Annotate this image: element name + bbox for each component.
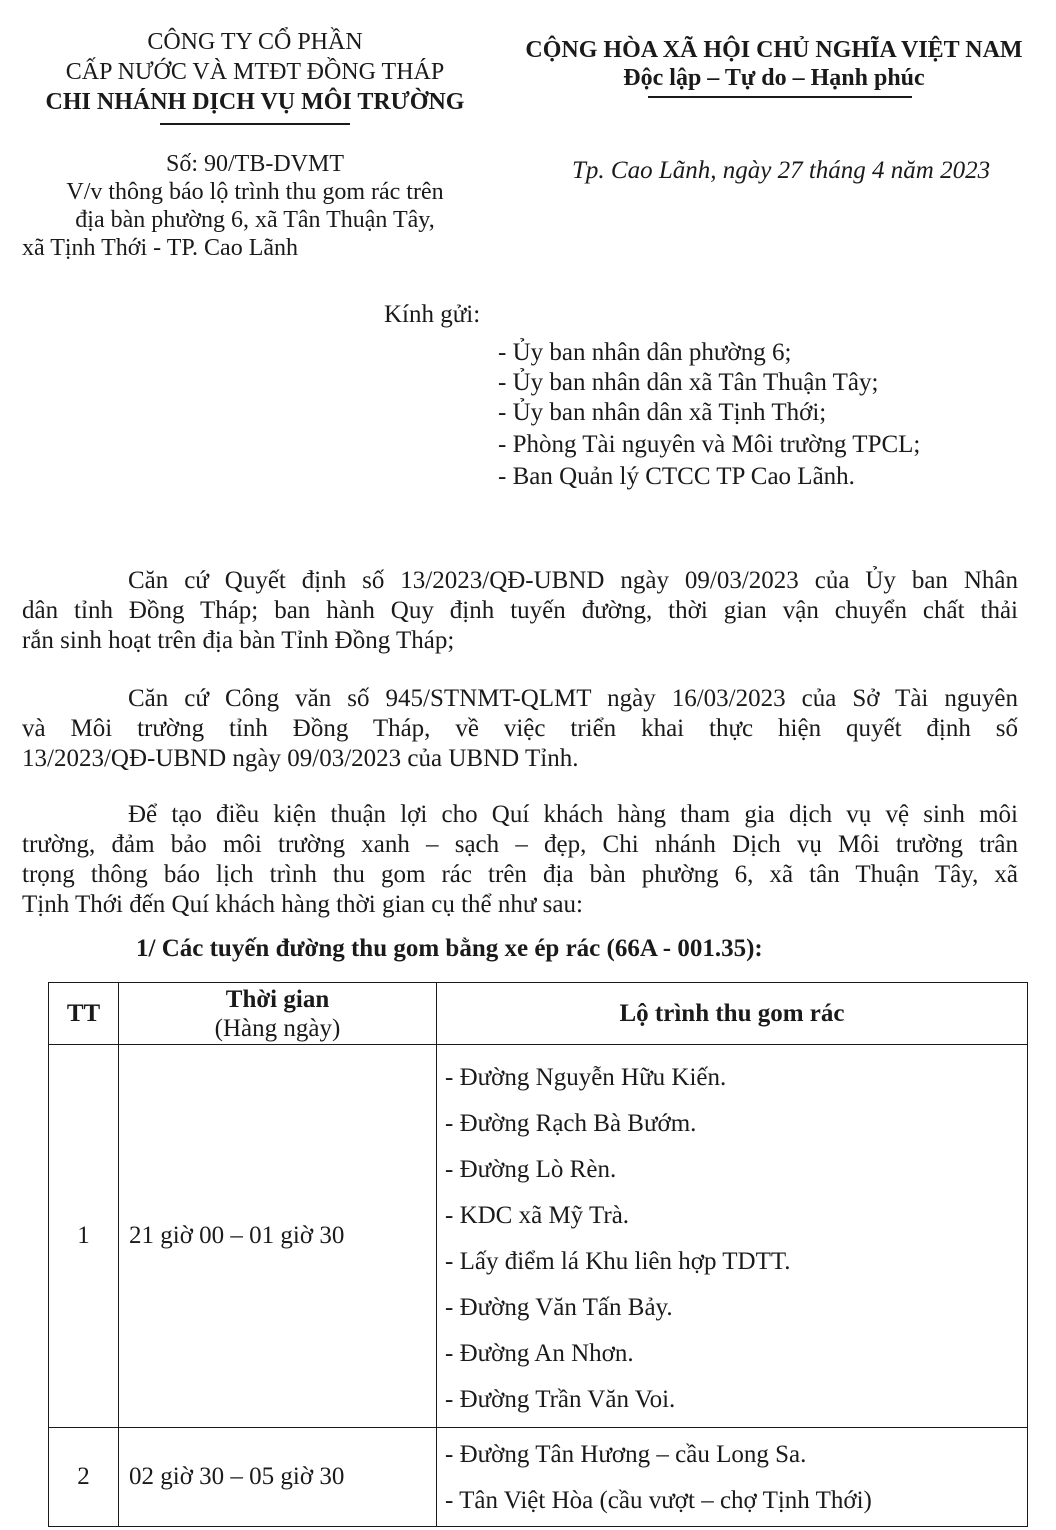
- paragraph-2-line: Căn cứ Công văn số 945/STNMT-QLMT ngày 16/03/2023 của Sở Tài nguyên: [128, 685, 1018, 712]
- header-time-line-1: Thời gian: [225, 985, 330, 1013]
- section-1-heading: 1/ Các tuyến đường thu gom bằng xe ép rác (66A - 001.35):: [136, 935, 763, 962]
- table-row: [49, 1045, 1028, 1428]
- route-item: - Đường Trần Văn Voi.: [445, 1386, 676, 1413]
- header-time: [119, 983, 437, 1045]
- paragraph-2-line: 13/2023/QĐ-UBND ngày 09/03/2023 của UBND Tỉnh.: [22, 745, 579, 772]
- table-row: [49, 1428, 1028, 1527]
- paragraph-1-line: Căn cứ Quyết định số 13/2023/QĐ-UBND ngày 09/03/2023 của Ủy ban Nhân: [128, 567, 1018, 594]
- route-item: - Lấy điểm lá Khu liên hợp TDTT.: [445, 1248, 791, 1275]
- recipient-item: - Phòng Tài nguyên và Môi trường TPCL;: [498, 431, 921, 458]
- row-routes: [437, 1045, 1028, 1428]
- paragraph-3-line: trường, đảm bảo môi trường xanh – sạch – đẹp, Chi nhánh Dịch vụ Môi trường trân: [22, 831, 1018, 858]
- header-tt: TT: [49, 983, 119, 1045]
- route-item: - Đường Rạch Bà Bướm.: [445, 1110, 697, 1137]
- motto-underline: [648, 96, 912, 98]
- paragraph-1-line: rắn sinh hoạt trên địa bàn Tỉnh Đồng Tháp;: [22, 627, 455, 654]
- route-item: - Đường Văn Tấn Bảy.: [445, 1294, 673, 1321]
- recipient-item: - Ủy ban nhân dân xã Tịnh Thới;: [498, 399, 827, 426]
- route-item: - Đường Lò Rèn.: [445, 1156, 617, 1183]
- document-number: Số: 90/TB-DVMT: [165, 151, 344, 177]
- branch-name: CHI NHÁNH DỊCH VỤ MÔI TRƯỜNG: [45, 89, 465, 115]
- recipient-item: - Ủy ban nhân dân phường 6;: [498, 339, 792, 366]
- recipients-label: Kính gửi:: [384, 301, 481, 328]
- row-time: 02 giờ 30 – 05 giờ 30: [119, 1428, 437, 1527]
- row-time: 21 giờ 00 – 01 giờ 30: [119, 1045, 437, 1428]
- subject-line-3: xã Tịnh Thới - TP. Cao Lãnh: [22, 235, 299, 261]
- row-tt: 2: [49, 1428, 119, 1527]
- paragraph-3-line: Để tạo điều kiện thuận lợi cho Quí khách hàng tham gia dịch vụ vệ sinh môi: [128, 801, 1018, 828]
- company-line-2: CẤP NƯỚC VÀ MTĐT ĐỒNG THÁP: [65, 59, 445, 85]
- row-routes: [437, 1428, 1028, 1527]
- motto: Độc lập – Tự do – Hạnh phúc: [623, 65, 925, 91]
- subject-line-1: V/v thông báo lộ trình thu gom rác trên: [66, 179, 444, 205]
- place-date: Tp. Cao Lãnh, ngày 27 tháng 4 năm 2023: [572, 157, 991, 184]
- route-item: - KDC xã Mỹ Trà.: [445, 1202, 630, 1229]
- subject-line-2: địa bàn phường 6, xã Tân Thuận Tây,: [75, 207, 435, 233]
- recipient-item: - Ủy ban nhân dân xã Tân Thuận Tây;: [498, 369, 879, 396]
- route-item: - Đường Nguyễn Hữu Kiến.: [445, 1064, 727, 1091]
- table-header-row: [49, 983, 1028, 1045]
- paragraph-3-line: Tịnh Thới đến Quí khách hàng thời gian cụ thể như sau:: [22, 891, 583, 918]
- branch-underline: [160, 123, 350, 125]
- paragraph-2-line: và Môi trường tỉnh Đồng Tháp, về việc triển khai thực hiện quyết định số: [22, 715, 1018, 742]
- route-item: - Đường Tân Hương – cầu Long Sa.: [445, 1441, 807, 1468]
- recipient-item: - Ban Quản lý CTCC TP Cao Lãnh.: [498, 463, 855, 490]
- company-line-1: CÔNG TY CỔ PHẦN: [147, 29, 363, 55]
- header-route: Lộ trình thu gom rác: [437, 983, 1028, 1045]
- paragraph-3-line: trọng thông báo lịch trình thu gom rác trên địa bàn phường 6, xã tân Thuận Tây, xã: [22, 861, 1018, 888]
- row-tt: 1: [49, 1045, 119, 1428]
- route-table: [48, 982, 1028, 1527]
- route-item: - Đường An Nhơn.: [445, 1340, 634, 1367]
- nation-title: CỘNG HÒA XÃ HỘI CHỦ NGHĨA VIỆT NAM: [525, 37, 1023, 63]
- header-time-line-2: (Hàng ngày): [214, 1014, 341, 1042]
- paragraph-1-line: dân tỉnh Đồng Tháp; ban hành Quy định tuyến đường, thời gian vận chuyển chất thải: [22, 597, 1018, 624]
- route-item: - Tân Việt Hòa (cầu vượt – chợ Tịnh Thới): [445, 1487, 872, 1514]
